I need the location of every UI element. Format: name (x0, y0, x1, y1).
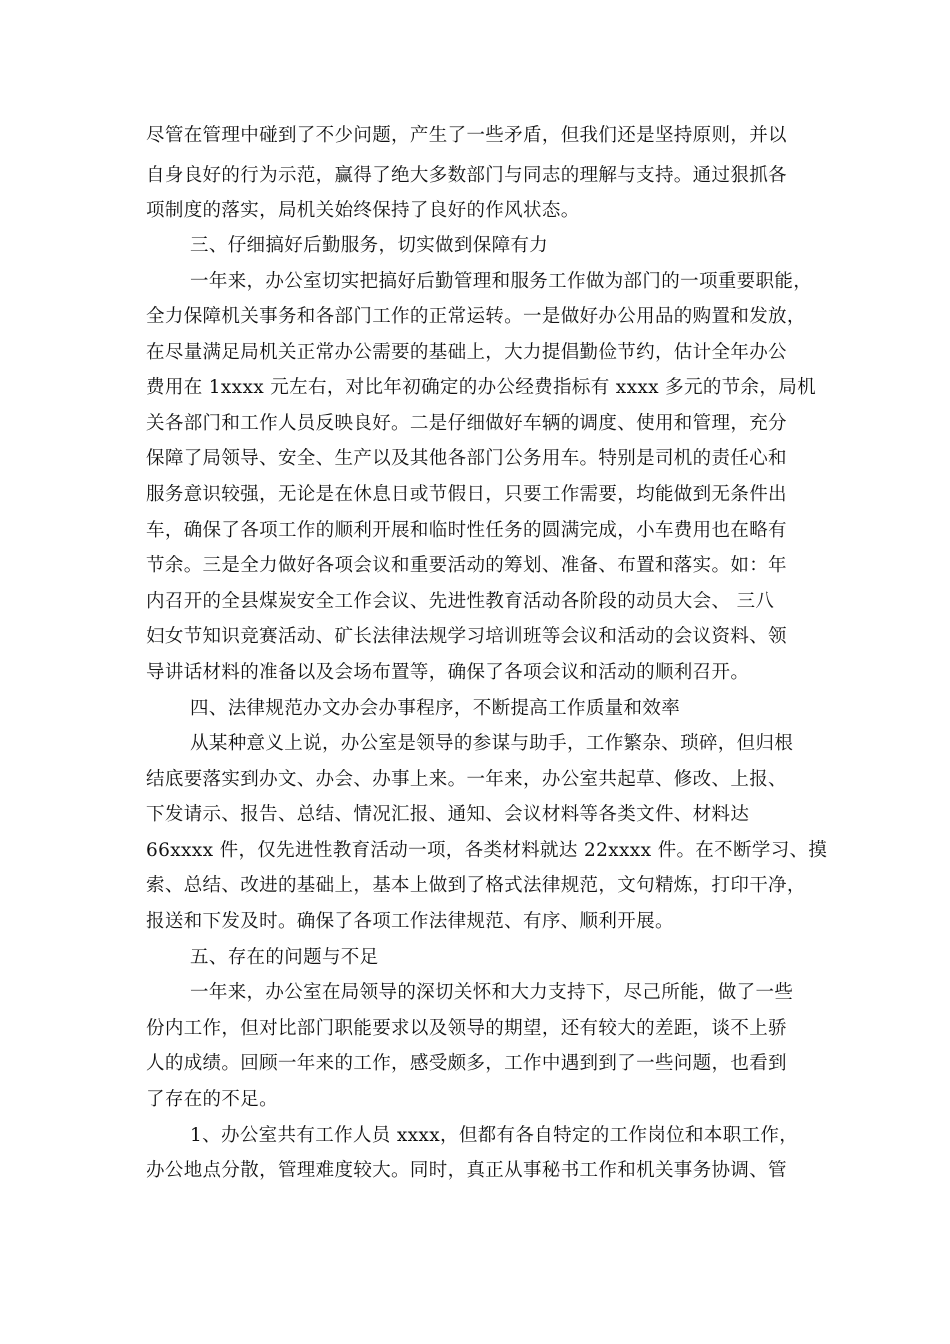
text-line: 66xxxx 件，仅先进性教育活动一项，各类材料就达 22xxxx 件。在不断学习、摸 (146, 840, 828, 861)
text-line: 内召开的全县煤炭安全工作会议、先进性教育活动各阶段的动员大会、 三八 (146, 591, 775, 612)
section-heading: 三、仔细搞好后勤服务，切实做到保障有力 (190, 235, 549, 256)
text-line: 服务意识较强，无论是在休息日或节假日，只要工作需要，均能做到无条件出 (146, 484, 787, 505)
text-line: 费用在 1xxxx 元左右，对比年初确定的办公经费指标有 xxxx 多元的节余，局机 (146, 377, 816, 398)
text-line: 1、办公室共有工作人员 xxxx，但都有各自特定的工作岗位和本职工作， (190, 1125, 799, 1146)
text-line: 导讲话材料的准备以及会场布置等，确保了各项会议和活动的顺利召开。 (146, 662, 750, 683)
section-heading: 五、存在的问题与不足 (190, 947, 379, 968)
text-line: 人的成绩。回顾一年来的工作，感受颇多，工作中遇到到了一些问题，也看到 (146, 1053, 787, 1074)
text-line: 了存在的不足。 (146, 1089, 278, 1110)
text-line: 报送和下发及时。确保了各项工作法律规范、有序、顺利开展。 (146, 911, 674, 932)
text-line: 索、总结、改进的基础上，基本上做到了格式法律规范，文句精炼，打印干净， (146, 875, 806, 896)
text-line: 全力保障机关事务和各部门工作的正常运转。一是做好办公用品的购置和发放， (146, 306, 806, 327)
text-line: 份内工作，但对比部门职能要求以及领导的期望，还有较大的差距，谈不上骄 (146, 1018, 787, 1039)
section-heading: 四、法律规范办文办会办事程序，不断提高工作质量和效率 (190, 698, 681, 719)
text-line: 办公地点分散，管理难度较大。同时，真正从事秘书工作和机关事务协调、管 (146, 1160, 787, 1181)
text-line: 自身良好的行为示范，赢得了绝大多数部门与同志的理解与支持。通过狠抓各 (146, 165, 787, 186)
text-line: 一年来，办公室切实把搞好后勤管理和服务工作做为部门的一项重要职能， (190, 271, 813, 292)
text-line: 关各部门和工作人员反映良好。二是仔细做好车辆的调度、使用和管理，充分 (146, 413, 787, 434)
text-line: 结底要落实到办文、办会、办事上来。一年来，办公室共起草、修改、上报、 (146, 769, 787, 790)
text-line: 节余。三是全力做好各项会议和重要活动的筹划、准备、布置和落实。如：年 (146, 555, 787, 576)
text-line: 尽管在管理中碰到了不少问题，产生了一些矛盾，但我们还是坚持原则，并以 (146, 125, 787, 146)
text-line: 保障了局领导、安全、生产以及其他各部门公务用车。特别是司机的责任心和 (146, 448, 787, 469)
text-line: 一年来，办公室在局领导的深切关怀和大力支持下，尽己所能，做了一些 (190, 982, 794, 1003)
text-line: 车，确保了各项工作的顺利开展和临时性任务的圆满完成，小车费用也在略有 (146, 520, 787, 541)
text-line: 妇女节知识竞赛活动、矿长法律法规学习培训班等会议和活动的会议资料、领 (146, 626, 787, 647)
text-line: 在尽量满足局机关正常办公需要的基础上，大力提倡勤俭节约，估计全年办公 (146, 342, 787, 363)
text-line: 下发请示、报告、总结、情况汇报、通知、会议材料等各类文件、材料达 (146, 804, 750, 825)
text-line: 从某种意义上说，办公室是领导的参谋与助手，工作繁杂、琐碎，但归根 (190, 733, 794, 754)
text-line: 项制度的落实，局机关始终保持了良好的作风状态。 (146, 200, 580, 221)
